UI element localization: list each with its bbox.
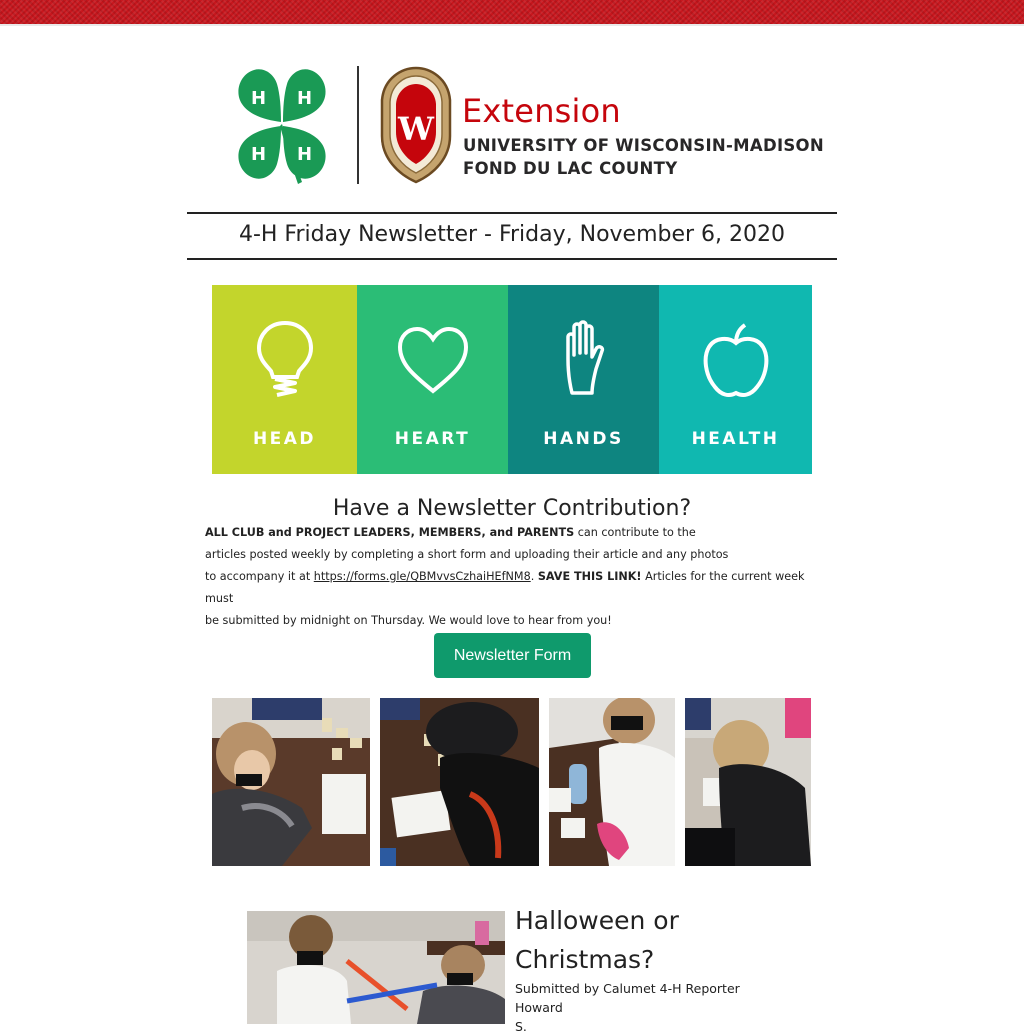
contribution-heading: Have a Newsletter Contribution? — [332, 496, 692, 521]
pillar-health — [659, 285, 812, 474]
svg-text:H: H — [251, 144, 267, 165]
pillar-head — [212, 285, 357, 474]
apple-icon — [701, 323, 771, 399]
pillar-health-label: HEALTH — [691, 429, 780, 449]
top-decorative-band — [0, 0, 1024, 26]
event-photo-2 — [380, 698, 539, 866]
extension-title: Extension — [462, 92, 621, 130]
four-h-clover-logo — [222, 64, 340, 184]
header-logos — [222, 62, 824, 188]
heart-icon — [396, 325, 470, 395]
university-name: UNIVERSITY OF WISCONSIN-MADISON — [463, 136, 824, 155]
newsletter-form-link[interactable]: https://forms.gle/QBMvvsCzhaiHEfNM8 — [313, 570, 531, 583]
svg-text:W: W — [398, 110, 434, 148]
event-photo-4 — [685, 698, 811, 866]
pillar-hands-label: HANDS — [543, 429, 624, 449]
logo-divider — [357, 66, 359, 184]
pillar-head-label: HEAD — [252, 429, 317, 449]
event-photo-3 — [549, 698, 675, 866]
pillar-heart — [357, 285, 508, 474]
newsletter-form-button[interactable]: Newsletter Form — [434, 633, 591, 678]
event-photo-1 — [212, 698, 370, 866]
title-rule-top — [187, 212, 837, 214]
four-h-pillars-banner — [212, 285, 812, 474]
pillar-heart-label: HEART — [394, 429, 471, 449]
save-link-note: SAVE THIS LINK! — [537, 570, 642, 583]
story-title: Halloween or Christmas? — [515, 906, 679, 974]
story-byline: Submitted by Calumet 4-H Reporter Howard S. — [515, 981, 740, 1034]
newsletter-title: 4-H Friday Newsletter - Friday, November 6, 2020 — [238, 222, 786, 247]
contribution-text: ALL CLUB and PROJECT LEADERS, MEMBERS, and PARENTS can contribute to the articles posted weekly by completing a short form and uploading their article and any photos to accompany it at https://forms.gle/QBMvvsCzhaiHEfNM8. SAVE THIS LINK! Articles for the current week must be submitted by midnight on Thursday. We would love to hear from you! — [205, 526, 805, 627]
hand-icon — [556, 319, 612, 399]
story-photo — [247, 911, 505, 1024]
pillar-hands — [508, 285, 659, 474]
uw-crest-logo — [378, 66, 454, 184]
contribution-bold-intro: ALL CLUB and PROJECT LEADERS, MEMBERS, and PARENTS — [205, 526, 575, 539]
title-rule-bottom — [187, 258, 837, 260]
svg-text:H: H — [297, 144, 313, 165]
svg-text:H: H — [251, 88, 267, 109]
county-name: FOND DU LAC COUNTY — [463, 159, 678, 178]
lightbulb-icon — [255, 319, 315, 399]
svg-text:H: H — [297, 88, 313, 109]
